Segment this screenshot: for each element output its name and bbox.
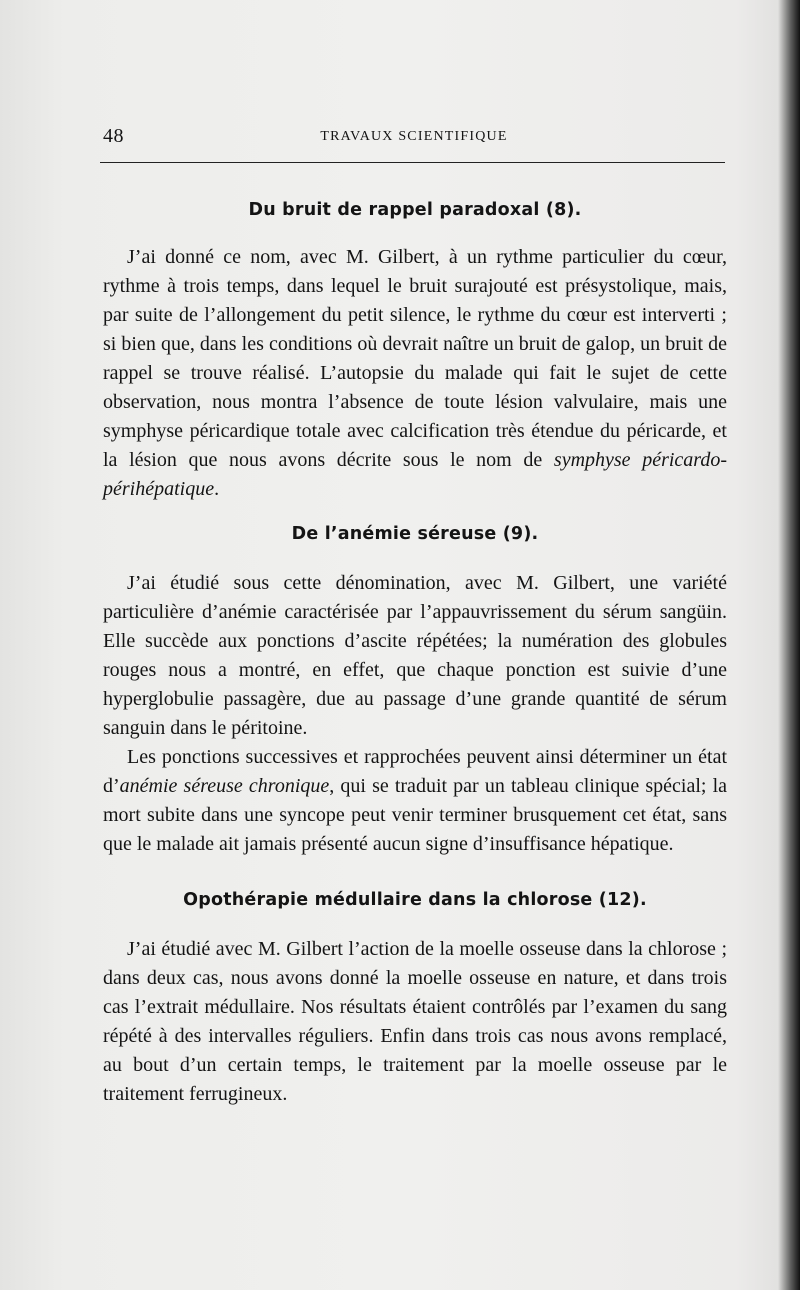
paragraph [103,743,727,859]
paragraph-text: J’ai étudié avec M. Gilbert l’action de la moelle osseuse dans la chlorose ; dans deux cas, nous avons donné la moelle osseuse en nature, et dans trois cas l’extrait médullaire. Nos résultats étaient contrôlés par l’examen du sang répété à des intervalles réguliers. Enfin dans trois cas nous avons remplacé, au bout d’un certain temps, le traitement par la moelle osseuse par le traitement ferrugineux. [103,938,727,1105]
section-title-opotherapie [103,886,727,915]
section-title-bruit-de-rappel [103,196,727,225]
reference-number: 8 [554,200,567,220]
page-body [103,196,727,1109]
paragraph-text-end: , qui se traduit par un tableau clinique spécial; la mort subite dans une syncope peut venir terminer brusquement cet état, sans que le malade ait jamais présenté aucun signe d’insuffisance hépatique. [103,775,727,855]
section-title-text: Du bruit de rappel paradoxal [248,200,540,220]
paragraph [103,569,727,743]
reference-number: 9 [510,524,524,544]
ref-close: ). [523,524,539,544]
ref-open: ( [502,524,511,544]
ref-close: ). [631,890,647,910]
paragraph-text: J’ai étudié sous cette dénomination, avec M. Gilbert, une variété particulière d’anémie caractérisée par l’appauvrissement du sérum sangüin. Elle succède aux ponctions d’ascite répétées; la numération des globules rouges nous a montré, en effet, que chaque ponction est suivie d’une hyperglobulie passagère, due au passage d’une grande quantité de sérum sanguin dans le péritoine. [103,572,727,739]
section-title-anemie-sereuse [103,520,727,549]
header-rule [100,162,725,163]
ref-close: ). [566,200,582,220]
italic-term: anémie séreuse chronique [119,775,330,797]
running-head: TRAVAUX SCIENTIFIQUE [320,129,508,144]
section-title-text: Opothérapie médullaire dans la chlorose [183,890,593,910]
italic-term: symphyse péricardo-périhépatique [103,449,727,500]
ref-open: ( [545,200,555,220]
paragraph-text: J’ai donné ce nom, avec M. Gilbert, à un rythme particulier du cœur, rythme à trois temps, dans lequel le bruit surajouté est présystolique, mais, par suite de l’allongement du petit silence, le rythme du cœur est interverti ; si bien que, dans les conditions où devrait naître un bruit de galop, un bruit de rappel se trouve réalisé. L’autopsie du malade qui fait le sujet de cette observation, nous montra l’absence de toute lésion valvulaire, mais une symphyse péricardique totale avec calcification très étendue du péricarde, et la lésion que nous avons décrite sous le nom de [103,246,727,471]
paragraph-text: Les ponctions successives et rapprochées peuvent ainsi déterminer un état d’ [103,746,727,797]
ref-open: ( [598,890,607,910]
page-header [103,124,725,148]
page-edge-shadow [778,0,800,1290]
reference-number: 12 [607,890,632,910]
paragraph [103,243,727,504]
paragraph [103,935,727,1109]
section-title-text: De l’anémie séreuse [291,524,497,544]
page-number: 48 [103,125,124,147]
paragraph-text-end: . [214,478,220,500]
